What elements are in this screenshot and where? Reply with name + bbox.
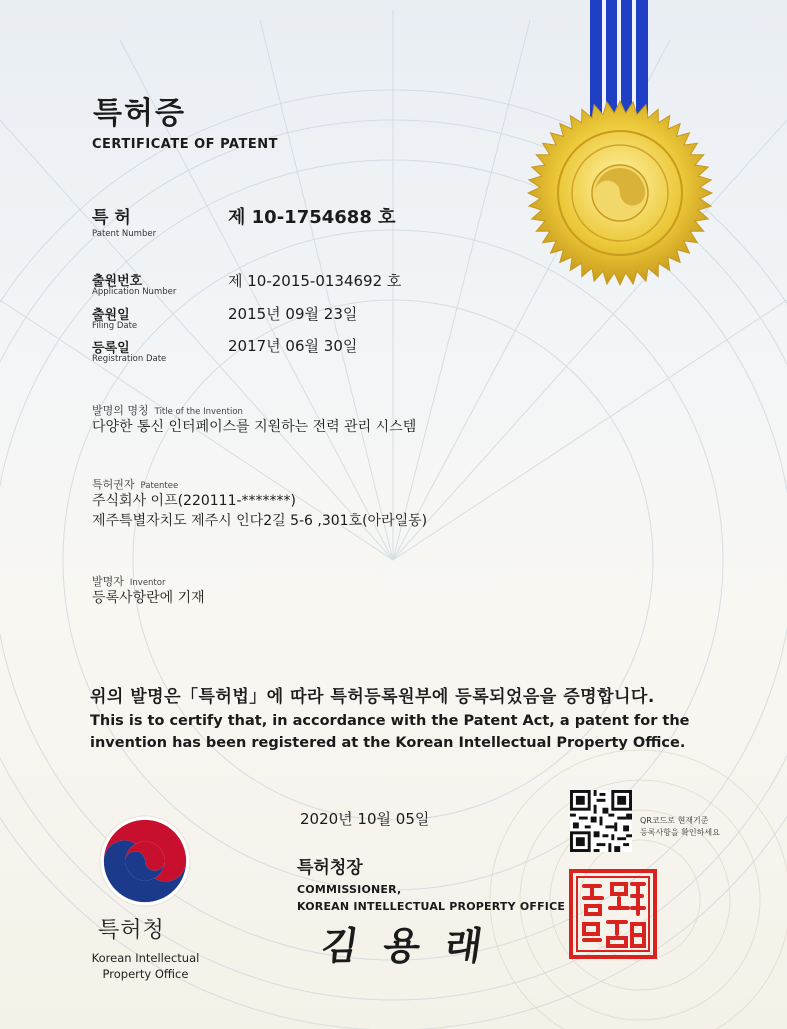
registration-date-value: 2017년 06월 30일 bbox=[228, 337, 358, 355]
office-name-en bbox=[78, 950, 213, 982]
gold-medal-seal-icon bbox=[525, 98, 715, 288]
red-official-stamp-icon bbox=[568, 868, 658, 960]
office-name-ko: 특허청 bbox=[98, 918, 165, 943]
patentee-name: 주식회사 이프(220111-*******) bbox=[92, 493, 297, 509]
commissioner-title-en-line2: KOREAN INTELLECTUAL PROPERTY OFFICE bbox=[297, 900, 566, 913]
qr-caption bbox=[640, 815, 720, 839]
application-number-label-ko: 출원번호 bbox=[92, 274, 143, 289]
certificate-title-en: CERTIFICATE OF PATENT bbox=[92, 137, 278, 152]
commissioner-title-ko: 특허청장 bbox=[297, 858, 363, 878]
invention-label-en: Title of the Invention bbox=[154, 407, 243, 417]
certificate-title-ko: 특허증 bbox=[93, 96, 186, 131]
qr-caption-line2: 등록사항을 확인하세요 bbox=[640, 828, 720, 837]
issue-date: 2020년 10월 05일 bbox=[300, 810, 430, 828]
application-number-label-en: Application Number bbox=[92, 287, 177, 297]
application-number-value: 제 10-2015-0134692 호 bbox=[228, 272, 402, 290]
inventor-label-en: Inventor bbox=[129, 578, 166, 588]
qr-caption-line1: QR코드로 현재기준 bbox=[640, 816, 709, 825]
patent-number-label-ko: 특 허 bbox=[92, 208, 131, 228]
commissioner-signature: 김 용 래 bbox=[318, 923, 492, 968]
registration-date-label-en: Registration Date bbox=[92, 354, 167, 364]
patent-number-label-en: Patent Number bbox=[92, 229, 157, 239]
patentee-label-en: Patentee bbox=[140, 481, 179, 491]
office-name-en-line1: Korean Intellectual bbox=[91, 951, 200, 965]
certification-statement-en-line1: This is to certify that, in accordance with the Patent Act, a patent for the bbox=[90, 713, 690, 729]
invention-label-ko: 발명의 명칭 bbox=[92, 404, 149, 417]
office-name-en-line2: Property Office bbox=[102, 967, 189, 981]
filing-date-label-ko: 출원일 bbox=[92, 308, 130, 323]
patentee-label-ko: 특허권자 bbox=[92, 478, 135, 491]
inventor-label-ko: 발명자 bbox=[92, 575, 124, 588]
filing-date-label-en: Filing Date bbox=[92, 321, 138, 331]
inventor-value: 등록사항란에 기재 bbox=[92, 590, 205, 606]
qr-code-icon[interactable] bbox=[570, 790, 632, 852]
filing-date-value: 2015년 09월 23일 bbox=[228, 305, 358, 323]
certification-statement-en-line2: invention has been registered at the Korean Intellectual Property Office. bbox=[90, 735, 686, 751]
commissioner-title-en-line1: COMMISSIONER, bbox=[297, 883, 402, 896]
certification-statement-ko: 위의 발명은「특허법」에 따라 특허등록원부에 등록되었음을 증명합니다. bbox=[90, 687, 655, 707]
invention-title-value: 다양한 통신 인터페이스를 지원하는 전력 관리 시스템 bbox=[92, 419, 417, 435]
taegeuk-logo-icon bbox=[96, 812, 194, 910]
patentee-address: 제주특별자치도 제주시 인다2길 5-6 ,301호(아라일동) bbox=[92, 513, 428, 529]
registration-date-label-ko: 등록일 bbox=[92, 341, 130, 356]
patent-number-value: 제 10-1754688 호 bbox=[228, 207, 396, 228]
